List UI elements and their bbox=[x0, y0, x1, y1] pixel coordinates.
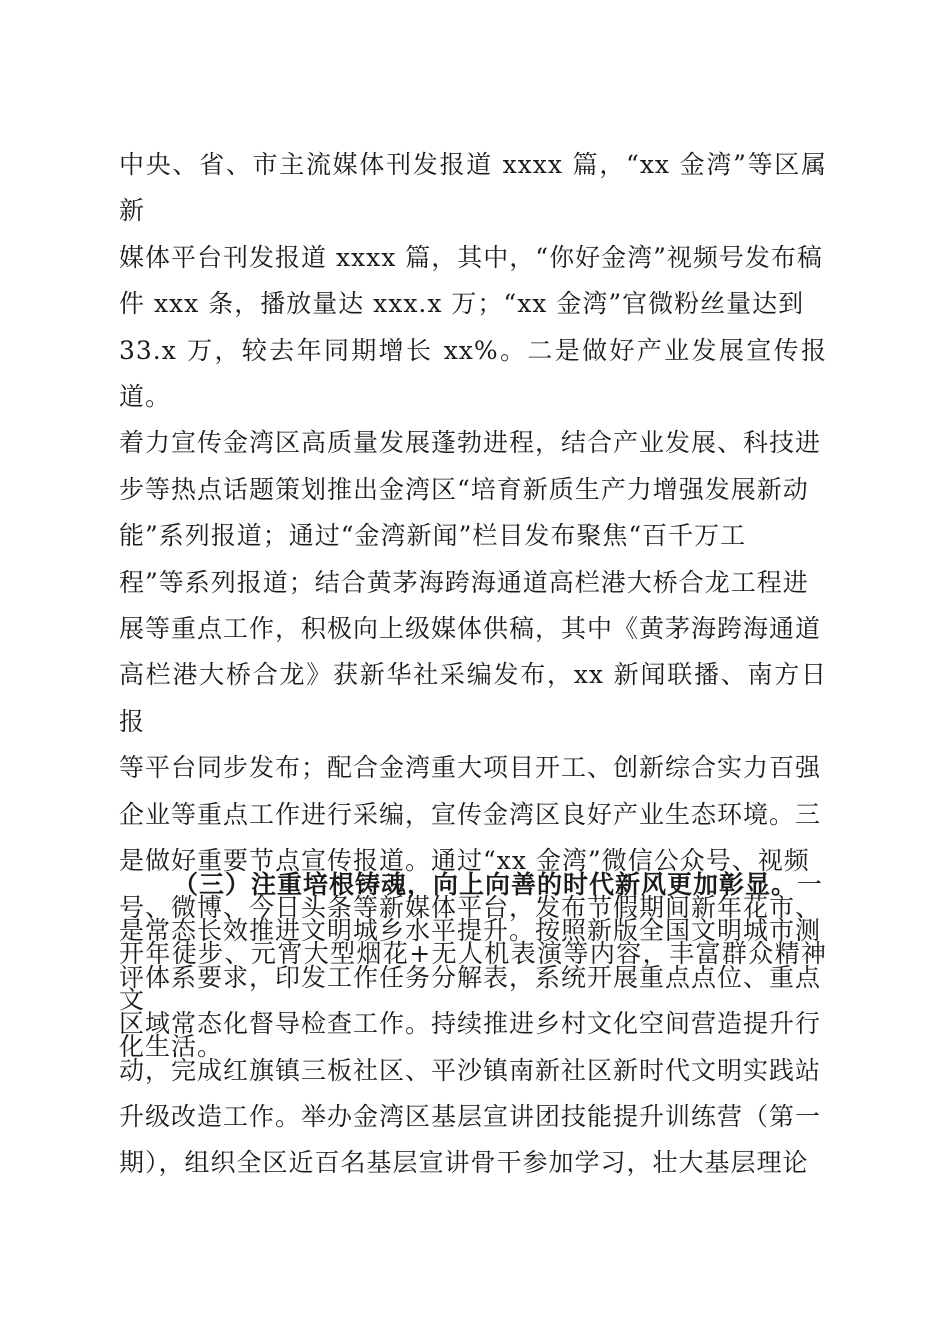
text-line: 中央、省、市主流媒体刊发报道 xxxx 篇，“xx 金湾”等区属新 bbox=[119, 150, 827, 226]
text-line-tail: 一 bbox=[797, 870, 824, 899]
text-line: 企业等重点工作进行采编，宣传金湾区良好产业生态环境。三 bbox=[119, 799, 822, 829]
section-first-line bbox=[119, 862, 827, 908]
text-line: 期），组织全区近百名基层宣讲骨干参加学习，壮大基层理论 bbox=[119, 1148, 809, 1178]
text-line: 步等热点话题策划推出金湾区“培育新质生产力增强发展新动 bbox=[119, 474, 809, 504]
text-line: 高栏港大桥合龙》获新华社采编发布，xx 新闻联播、南方日报 bbox=[119, 660, 827, 736]
text-line: 等平台同步发布；配合金湾重大项目开工、创新综合实力百强 bbox=[119, 753, 822, 783]
text-line: 是常态长效推进文明城乡水平提升。按照新版全国文明城市测 bbox=[119, 916, 822, 946]
text-line: 展等重点工作，积极向上级媒体供稿，其中《黄茅海跨海通道 bbox=[119, 614, 822, 644]
text-line: 区域常态化督导检查工作。持续推进乡村文化空间营造提升行 bbox=[119, 1009, 822, 1039]
section-heading: （三）注重培根铸魂，向上向善的时代新风更加彰显。 bbox=[173, 870, 798, 899]
text-line: 动，完成红旗镇三板社区、平沙镇南新社区新时代文明实践站 bbox=[119, 1055, 822, 1085]
text-line: 号、微博、今日头条等新媒体平台，发布节假期间新年花市、 bbox=[119, 892, 822, 922]
text-line: 开年徒步、元宵大型烟花+无人机表演等内容，丰富群众精神文 bbox=[119, 938, 827, 1015]
paragraph-section-three bbox=[119, 862, 827, 1187]
text-line: 化生活。 bbox=[119, 1031, 224, 1061]
text-line: 升级改造工作。举办金湾区基层宣讲团技能提升训练营（第一 bbox=[119, 1102, 822, 1132]
text-line: 33.x 万，较去年同期增长 xx%。二是做好产业发展宣传报道。 bbox=[119, 335, 827, 412]
text-line: 评体系要求，印发工作任务分解表，系统开展重点点位、重点 bbox=[119, 962, 822, 992]
text-line: 能”系列报道；通过“金湾新闻”栏目发布聚焦“百千万工 bbox=[119, 521, 747, 551]
text-line: 是做好重要节点宣传报道。通过“xx 金湾”微信公众号、视频 bbox=[119, 846, 810, 876]
text-line: 着力宣传金湾区高质量发展蓬勃进程，结合产业发展、科技进 bbox=[119, 428, 822, 458]
text-line: 件 xxx 条，播放量达 xxx.x 万；“xx 金湾”官微粉丝量达到 bbox=[119, 289, 805, 319]
text-line: 程”等系列报道；结合黄茅海跨海通道高栏港大桥合龙工程进 bbox=[119, 567, 809, 597]
text-line: 媒体平台刊发报道 xxxx 篇，其中，“你好金湾”视频号发布稿 bbox=[119, 242, 823, 272]
